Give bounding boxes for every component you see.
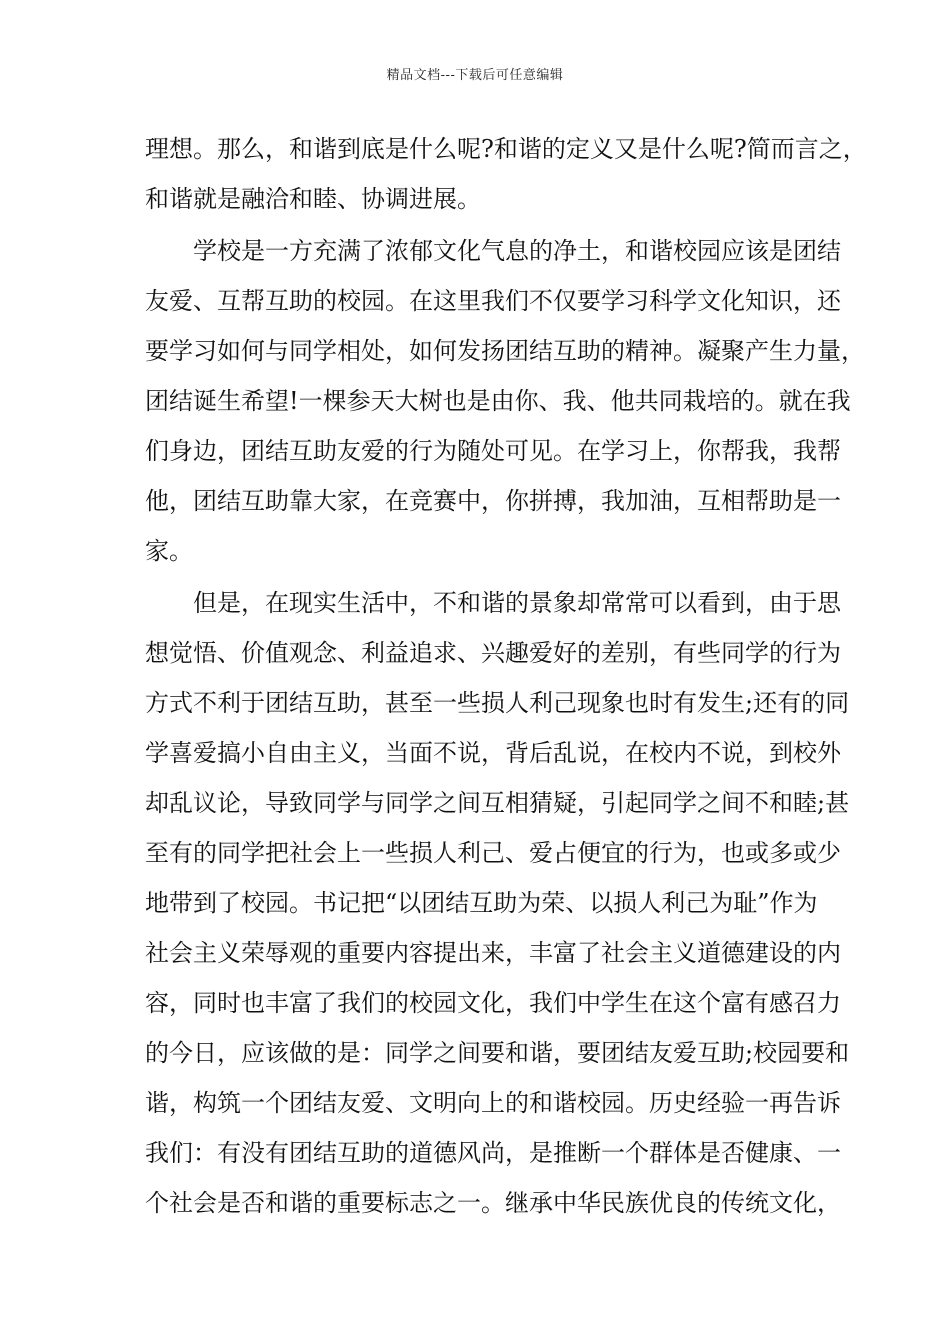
paragraph: [145, 124, 867, 224]
text-line: 却乱议论，导致同学与同学之间互相猜疑，引起同学之间不和睦;甚: [145, 789, 850, 817]
text-line: 我们：有没有团结互助的道德风尚，是推断一个群体是否健康、一: [145, 1139, 841, 1167]
text-line: 方式不利于团结互助，甚至一些损人利己现象也时有发生;还有的同: [145, 689, 850, 717]
text-line: 想觉悟、价值观念、利益追求、兴趣爱好的差别，有些同学的行为: [145, 639, 841, 667]
text-line: 至有的同学把社会上一些损人利己、爱占便宜的行为，也或多或少: [145, 839, 841, 867]
page-header: 精品文档---下载后可任意编辑: [386, 68, 564, 83]
text-line: 个社会是否和谐的重要标志之一。继承中华民族优良的传统文化，: [145, 1189, 841, 1217]
paragraph: [145, 226, 865, 576]
text-line: 社会主义荣辱观的重要内容提出来，丰富了社会主义道德建设的内: [145, 939, 841, 967]
text-line: 的今日，应该做的是：同学之间要和谐，要团结友爱互助;校园要和: [145, 1039, 850, 1067]
text-line: 学校是一方充满了浓郁文化气息的净土，和谐校园应该是团结: [193, 237, 841, 265]
text-line: 们身边，团结互助友爱的行为随处可见。在学习上，你帮我，我帮: [145, 437, 841, 465]
document-body: [145, 124, 867, 1228]
text-line: 要学习如何与同学相处，如何发扬团结互助的精神。凝聚产生力量，: [145, 337, 865, 365]
text-line: 容，同时也丰富了我们的校园文化，我们中学生在这个富有感召力: [145, 989, 841, 1017]
text-line: 团结诞生希望!一棵参天大树也是由你、我、他共同栽培的。就在我: [145, 387, 851, 415]
text-line: 和谐就是融洽和睦、协调进展。: [145, 185, 481, 213]
text-line: 地带到了校园。书记把“以团结互助为荣、以损人利己为耻”作为: [145, 889, 818, 917]
text-line: 学喜爱搞小自由主义，当面不说，背后乱说，在校内不说，到校外: [145, 739, 841, 767]
paragraph: [145, 578, 850, 1228]
text-line: 他，团结互助靠大家，在竞赛中，你拼搏，我加油，互相帮助是一: [145, 487, 841, 515]
text-line: 理想。那么，和谐到底是什么呢?和谐的定义又是什么呢?简而言之，: [145, 135, 867, 163]
text-line: 谐，构筑一个团结友爱、文明向上的和谐校园。历史经验一再告诉: [145, 1089, 841, 1117]
text-line: 友爱、互帮互助的校园。在这里我们不仅要学习科学文化知识，还: [145, 287, 841, 315]
text-line: 家。: [145, 537, 193, 565]
text-line: 但是，在现实生活中，不和谐的景象却常常可以看到，由于思: [193, 589, 841, 617]
